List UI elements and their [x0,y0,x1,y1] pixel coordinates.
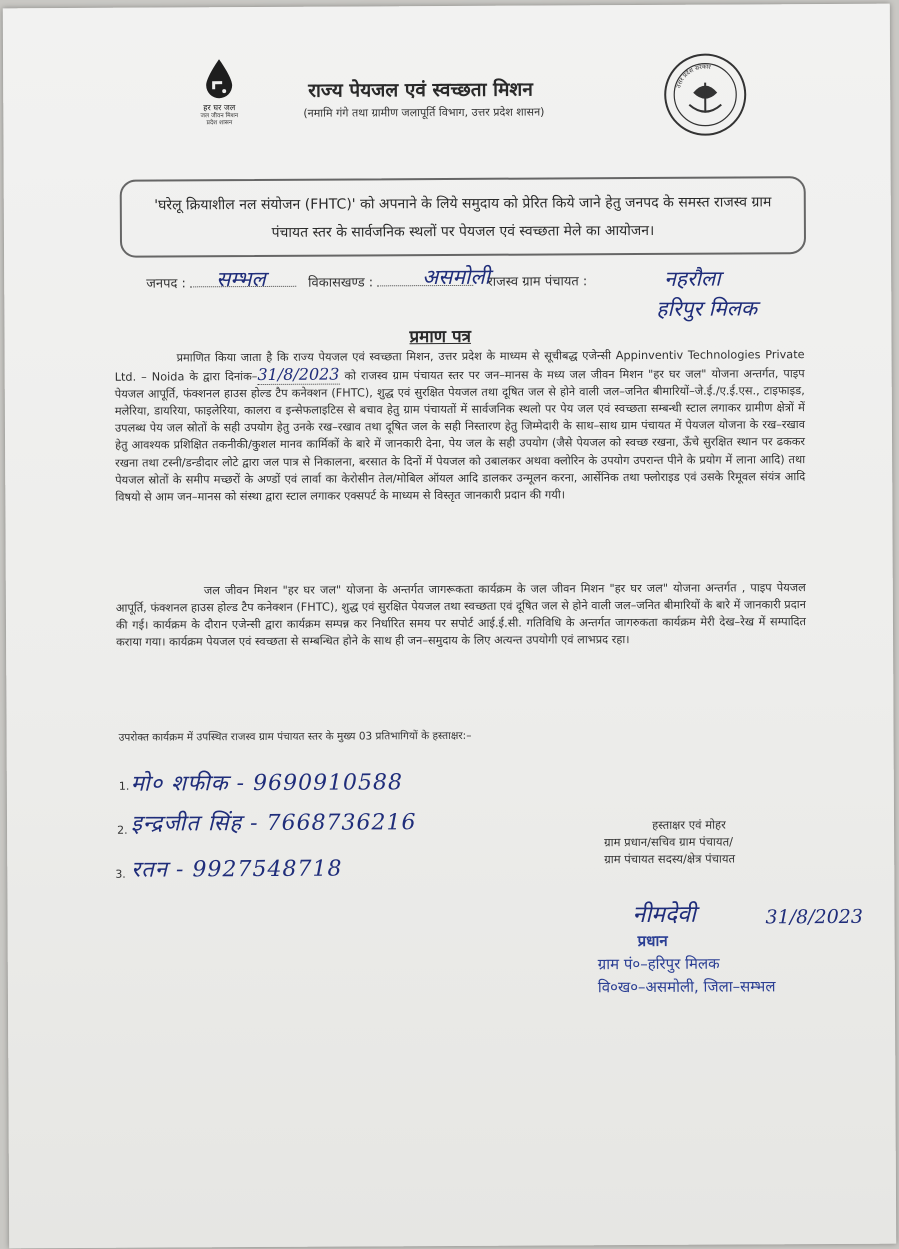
participant-3-number: 3. [115,867,126,881]
stamp-line-2: ग्राम पं०–हरिपुर मिलक [597,954,720,974]
signatory-line-3: ग्राम पंचायत सदस्य/क्षेत्र पंचायत [604,851,736,867]
signatory-line-2: ग्राम प्रधान/सचिव ग्राम पंचायत/ [604,834,734,850]
pradhan-signature: नीमदेवी [632,901,697,929]
stamp-line-1: प्रधान [637,931,668,951]
water-drop-icon [202,57,236,99]
district-value: सम्भल [216,266,266,292]
pradhan-stamp [598,929,776,999]
svg-text:उत्तर प्रदेश सरकार [675,64,712,89]
org-title: राज्य पेयजल एवं स्वच्छता मिशन [308,78,533,102]
block-label: विकासखण्ड : [308,275,374,291]
village-value: नहरौला [664,266,721,291]
logo-subtext-2: प्रदेश शासन [206,119,233,127]
participant-2-number: 2. [117,823,128,837]
seal-text: उत्तर प्रदेश सरकार [675,63,712,89]
logo-text: हर घर जल [203,103,236,113]
village-value-2: हरिपुर मिलक [656,296,758,321]
signatory-block [604,817,735,869]
participant-2-signature: इन्द्रजीत सिंह - 7668736216 [130,810,417,837]
org-subtitle: (नमामि गंगे तथा ग्रामीण जलापूर्ति विभाग, उत्तर प्रदेश शासन) [303,105,545,120]
participant-1-number: 1. [118,779,130,793]
participant-3-signature: रतन - 9927548718 [131,856,343,883]
stamp-line-3: वि०ख०–असमोली, जिला–सम्भल [597,977,776,997]
up-government-seal-icon [663,52,747,136]
participant-1-signature: मो० शफीक - 9690910588 [130,770,404,797]
participants-intro: उपरोक्त कार्यक्रम में उपस्थित राजस्व ग्राम पंचायत स्तर के मुख्य 03 प्रतिभागियों के हस्ताक्षर:– [118,729,472,744]
event-banner: 'घरेलू क्रियाशील नल संयोजन (FHTC)' को अपनाने के लिये समुदाय को प्रेरित किये जाने हेतु जनपद के समस्त राजस्व ग्राम पंचायत स्तर के सार्वजनिक स्थलों पर पेयजल एवं स्वच्छता मेले का आयोजन। [120,176,806,258]
certificate-page [3,4,896,1249]
signatory-line-1: हस्ताक्षर एवं मोहर [652,817,726,832]
certificate-paragraph-2: जल जीवन मिशन "हर घर जल" योजना के अन्तर्गत जागरूकता कार्यक्रम के जल जीवन मिशन "हर घर जल" योजना अन्तर्गत , पाइप पेयजल आपूर्ति, फंक्शनल हाउस होल्ड टैप कनेक्शन (FHTC), शुद्ध एवं सुरक्षित पेयजल तथा स्वच्छता एवं दूषित जल से होने वाली जल–जनित बीमारियों के बारे में जानकारी प्रदान की गई। कार्यक्रम के दौरान एजेन्सी द्वारा कार्यक्रम सम्पन्न कर निर्धारित समय पर सपोर्ट आई.ई.सी. गतिविधि के अन्तर्गत जागरुकता कार्यक्रम मेरी देख–रेख में सम्पादित कराया गया। कार्यक्रम पेयजल एवं स्वच्छता से सम्बन्धित होने के साथ ही जन–समुदाय के लिए अत्यन्त उपयोगी एवं लाभप्रद रहा। [115,581,807,650]
event-date: 31/8/2023 [257,364,340,385]
district-label: जनपद : [146,276,186,292]
field-row [146,271,587,291]
logo-subtext: जल जीवन मिशन [200,112,239,120]
pradhan-date: 31/8/2023 [765,905,864,929]
har-ghar-jal-logo [191,57,247,126]
block-value: असमोली [422,264,491,290]
paragraph-1-part-a: प्रमाणित किया जाता है कि राज्य पेयजल एवं स्वच्छता मिशन, उत्तर प्रदेश के माध्यम से सूचीबद्ध एजेन्सी Appinventiv Technologies Private Ltd. – Noida के द्वारा दिनांक– [114,348,805,384]
certificate-title: प्रमाण पत्र [409,326,472,348]
paragraph-1-part-b: को राजस्व ग्राम पंचायत स्तर पर जन–मानस के मध्य जल जीवन मिशन "हर घर जल" योजना अन्तर्गत, पाइप पेयजल आपूर्ति, फंक्शनल हाउस होल्ड टैप कनेक्शन (FHTC), शुद्ध एवं सुरक्षित पेयजल तथा दूषित जल से होने वाली जल–जनित बीमारियों–जे.ई./ए.ई.एस., टाइफाइड, मलेरिया, डायरिया, फाइलेरिया, कालरा व इन्सेफलाइटिस से बचाव हेतु ग्राम पंचायतों में सार्वजनिक स्थलो पर पेय जल एवं स्वच्छता सम्बन्धी स्टाल लगाकर ग्रामीण क्षेत्रों में उपलब्ध पेय जल स्रोतों के सही उपयोग हेतु उनके रख–रखाव तथा दूषित जल के सही निस्तारण हेतु जिम्मेदारी के साथ–साथ ग्राम पंचायत में पेयजल योजना के रख–रखाव हेतु आवश्यक प्रशिक्षित तकनीकी/कुशल मानव कार्मिकों के बारे में जानकारी देना, पेय जल के सही उपयोग (जैसे पेयजल को स्वच्छ रखना, ऊँचे सुरक्षित स्थान पर ढककर रखना तथा टस्नी/डन्डीदार लोटे द्वारा जल पात्र से निकालना, बरसात के दिनों में पेयजल को उबालकर अथवा क्लोरिन के उपयोग उपरान्त पीने के प्रयोग में लाना आदि) तथा पेयजल स्रोतों के समीप मच्छरों के अण्डों एवं लार्वा का केरोसीन तेल/मोबिल ऑयल आदि डालकर उन्मूलन करना, आर्सेनिक तथा फ्लोराइड एवं उसके रिमूवल संयंत्र आदि विषयो से आम जन–मानस को संस्था द्वारा स्टाल लगाकर एक्सपर्ट के माध्यम से विस्तृत जानकारी प्रदान की गयी। [114,367,806,504]
certificate-paragraph-1 [115,346,806,505]
village-label: राजस्व ग्राम पंचायत : [487,274,588,290]
